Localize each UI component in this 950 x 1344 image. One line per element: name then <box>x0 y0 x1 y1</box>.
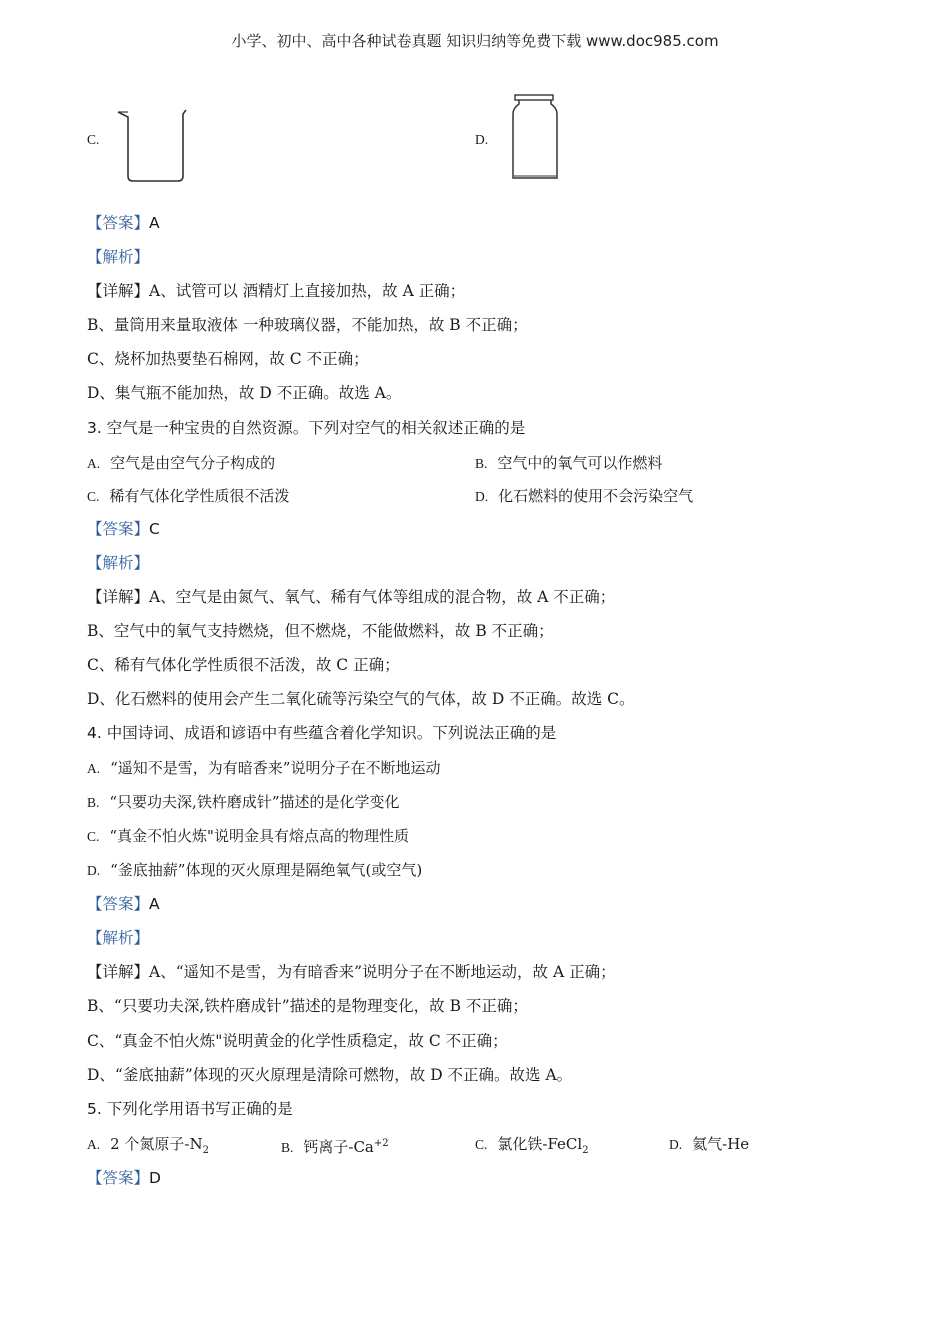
page-header: 小学、初中、高中各种试卷真题 知识归纳等免费下载 www.doc985.com <box>231 32 719 50</box>
q4-option-a: A. “遥知不是雪，为有暗香来”说明分子在不断地运动 <box>87 759 441 777</box>
q3-detail-line: D、化石燃料的使用会产生二氧化硫等污染空气的气体，故 D 不正确。故选 C。 <box>87 690 635 708</box>
q3-analysis-heading: 【解析】 <box>87 554 150 572</box>
q2-detail-line: D、集气瓶不能加热，故 D 不正确。故选 A。 <box>87 384 402 402</box>
figure-d-label: D. <box>475 132 489 147</box>
q2-detail-line: C、烧杯加热要垫石棉网，故 C 不正确； <box>87 350 369 368</box>
q2-detail-line: 【详解】A、试管可以 酒精灯上直接加热，故 A 正确； <box>87 282 466 300</box>
q2-detail-line: B、量筒用来量取液体 一种玻璃仪器，不能加热，故 B 不正确； <box>87 316 528 334</box>
q4-option-c: C. “真金不怕火炼"说明金具有熔点高的物理性质 <box>87 827 409 845</box>
q3-detail-line: C、稀有气体化学性质很不活泼，故 C 正确； <box>87 656 400 674</box>
q4-option-d: D. “釜底抽薪”体现的灭火原理是隔绝氧气(或空气) <box>87 861 423 879</box>
q2-analysis-heading: 【解析】 <box>87 248 150 266</box>
gas-bottle-icon <box>505 92 565 184</box>
q4-option-b: B. “只要功夫深,铁杵磨成针”描述的是化学变化 <box>87 793 400 811</box>
q4-analysis-heading: 【解析】 <box>87 929 150 947</box>
q4-stem: 4. 中国诗词、成语和谚语中有些蕴含着化学知识。下列说法正确的是 <box>87 724 557 742</box>
q5-option-a: A. 2 个氮原子$-N_2$ <box>87 1135 210 1156</box>
q4-detail-line: B、“只要功夫深,铁杵磨成针”描述的是物理变化，故 B 不正确； <box>87 997 528 1015</box>
q3-option-d: D. 化石燃料的使用不会污染空气 <box>475 487 694 505</box>
q4-detail-line: C、“真金不怕火炼"说明黄金的化学性质稳定，故 C 不正确； <box>87 1032 508 1050</box>
q3-detail-line: 【详解】A、空气是由氮气、氧气、稀有气体等组成的混合物，故 A 不正确； <box>87 588 616 606</box>
q3-answer: 【答案】C <box>87 520 160 538</box>
q3-stem: 3. 空气是一种宝贵的自然资源。下列对空气的相关叙述正确的是 <box>87 419 526 437</box>
q2-answer: 【答案】A <box>87 214 160 232</box>
q5-option-d: D. 氦气-He <box>669 1135 750 1153</box>
beaker-icon <box>112 106 192 186</box>
q3-option-b: B. 空气中的氧气可以作燃料 <box>475 454 663 472</box>
q3-detail-line: B、空气中的氧气支持燃烧，但不燃烧，不能做燃料，故 B 不正确； <box>87 622 554 640</box>
figure-c-label: C. <box>87 132 100 147</box>
q3-option-c: C. 稀有气体化学性质很不活泼 <box>87 487 290 505</box>
q4-answer: 【答案】A <box>87 895 160 913</box>
q4-detail-line: 【详解】A、“遥知不是雪，为有暗香来”说明分子在不断地运动，故 A 正确； <box>87 963 616 981</box>
q3-option-a: A. 空气是由空气分子构成的 <box>87 454 276 472</box>
q5-answer: 【答案】D <box>87 1169 161 1187</box>
q5-option-c: C. 氯化铁-FeCl$_2$ <box>475 1135 589 1156</box>
q5-stem: 5. 下列化学用语书写正确的是 <box>87 1100 293 1118</box>
q5-option-b: B. 钙离子$-Ca^{+2}$ <box>281 1138 389 1156</box>
q4-detail-line: D、“釜底抽薪”体现的灭火原理是清除可燃物，故 D 不正确。故选 A。 <box>87 1066 573 1084</box>
